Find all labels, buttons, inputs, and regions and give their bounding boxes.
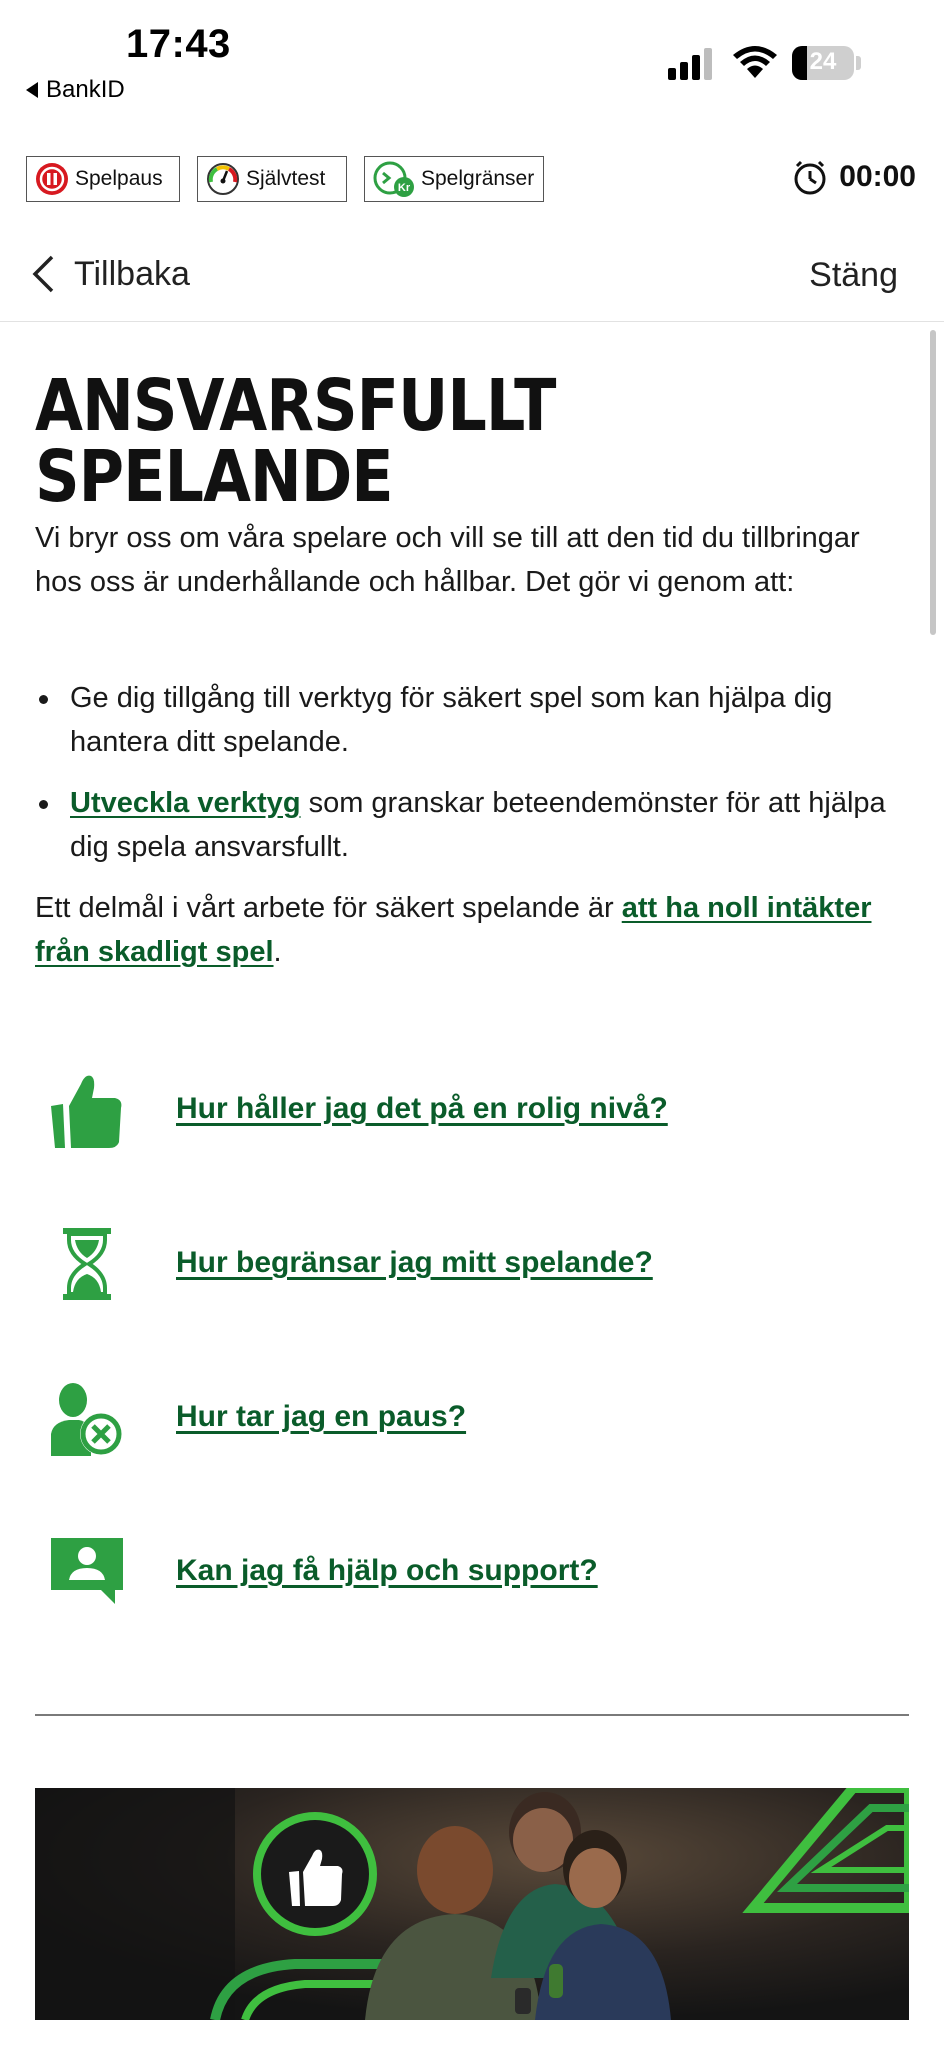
list-item bbox=[35, 781, 909, 869]
goal-suffix: . bbox=[273, 936, 282, 968]
spending-limit-icon bbox=[373, 160, 415, 198]
status-bar bbox=[0, 0, 944, 120]
cellular-signal-icon bbox=[668, 46, 718, 80]
session-timer bbox=[791, 158, 916, 196]
help-item-fun-level[interactable] bbox=[35, 1070, 909, 1224]
back-app-label: BankID bbox=[46, 76, 125, 103]
list-item bbox=[35, 676, 909, 764]
back-triangle-icon bbox=[26, 82, 38, 98]
hourglass-icon bbox=[49, 1224, 125, 1304]
page-content bbox=[35, 363, 909, 1587]
battery-tip bbox=[856, 56, 861, 70]
help-item-label: Hur begränsar jag mitt spelande? bbox=[176, 1246, 653, 1279]
svg-text:Kr: Kr bbox=[397, 182, 411, 194]
page-navigation bbox=[0, 240, 944, 322]
status-time: 17:43 bbox=[126, 22, 231, 66]
spelpaus-button[interactable] bbox=[26, 156, 180, 202]
goal-paragraph bbox=[35, 886, 909, 974]
promo-banner[interactable] bbox=[35, 1788, 909, 2020]
friends-photo-image bbox=[35, 1788, 909, 2020]
help-item-label: Kan jag få hjälp och support? bbox=[176, 1554, 598, 1587]
bullet-list bbox=[35, 676, 909, 886]
intro-paragraph: Vi bryr oss om våra spelare och vill se till att den tid du tillbringar hos oss är underhållande och hållbar. Det gör vi genom att: bbox=[35, 522, 860, 598]
back-label: Tillbaka bbox=[74, 254, 190, 293]
stopwatch-icon bbox=[791, 158, 829, 196]
support-chat-icon bbox=[49, 1532, 125, 1612]
help-item-label: Hur tar jag en paus? bbox=[176, 1400, 467, 1433]
zero-harmful-revenue-link[interactable]: att ha noll intäkter från skadligt spel bbox=[35, 892, 872, 968]
spelgranser-button[interactable] bbox=[364, 156, 544, 202]
page-title: ANSVARSFULLT SPELANDE bbox=[35, 363, 556, 519]
responsible-gaming-toolbar bbox=[0, 152, 944, 208]
person-cross-icon bbox=[49, 1378, 125, 1458]
scrollbar[interactable] bbox=[930, 330, 936, 635]
spelpaus-label: Spelpaus bbox=[75, 167, 163, 190]
help-item-label: Hur håller jag det på en rolig nivå? bbox=[176, 1092, 668, 1125]
timer-value: 00:00 bbox=[839, 160, 916, 193]
pause-icon bbox=[35, 162, 69, 196]
sjalvtest-label: Självtest bbox=[246, 167, 326, 190]
thumbs-up-icon bbox=[49, 1070, 125, 1150]
chevron-left-icon bbox=[30, 254, 56, 294]
battery-icon bbox=[792, 46, 854, 80]
section-divider bbox=[35, 1714, 909, 1716]
spelgranser-label: Spelgränser bbox=[421, 167, 535, 190]
gauge-icon bbox=[206, 162, 240, 196]
wifi-icon bbox=[732, 44, 778, 80]
sjalvtest-button[interactable] bbox=[197, 156, 347, 202]
goal-prefix: Ett delmål i vårt arbete för säkert spelande är bbox=[35, 892, 622, 924]
help-item-support[interactable] bbox=[35, 1532, 909, 1686]
help-item-pause[interactable] bbox=[35, 1378, 909, 1532]
bullet-text-tools: Ge dig tillgång till verktyg för säkert spel som kan hjälpa dig hantera ditt spelande. bbox=[70, 682, 833, 758]
utveckla-verktyg-link[interactable]: Utveckla verktyg bbox=[70, 787, 301, 819]
back-button[interactable] bbox=[30, 254, 190, 294]
bullet-text-behaviour: som granskar beteendemönster för att hjälpa dig spela ansvarsfullt. bbox=[70, 787, 886, 863]
help-topics-list bbox=[35, 1070, 909, 1686]
close-button[interactable]: Stäng bbox=[809, 256, 898, 294]
battery-level: 24 bbox=[809, 48, 837, 75]
back-to-app-link[interactable] bbox=[26, 76, 125, 104]
help-item-limit[interactable] bbox=[35, 1224, 909, 1378]
